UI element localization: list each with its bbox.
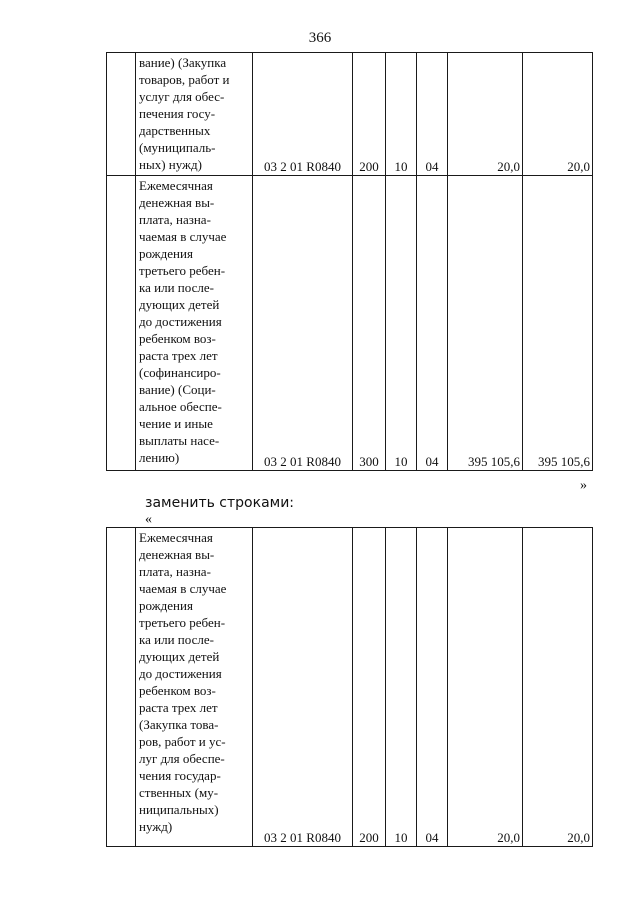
amount-cell-1: 20,0 <box>448 53 523 176</box>
opening-quote: « <box>145 512 152 527</box>
budget-table-replacement <box>106 527 593 847</box>
amount-cell-2: 20,0 <box>523 53 593 176</box>
empty-cell <box>107 176 136 471</box>
expense-type-cell: 200 <box>353 528 386 847</box>
section-cell: 10 <box>386 528 417 847</box>
target-code-cell: 03 2 01 R0840 <box>253 53 353 176</box>
section-cell: 10 <box>386 176 417 471</box>
table-row <box>107 176 593 471</box>
subsection-cell: 04 <box>417 53 448 176</box>
amount-cell-1: 20,0 <box>448 528 523 847</box>
description-cell: Ежемесячная денежная вы- плата, назна- чаемая в случае рождения третьего ребен- ка или после- дующих детей до достижения ребенком воз- раста трех лет (Закупка това- ров, работ и ус- луг для обеспе- чения государ- ственных (му- ниципальных) нужд) <box>136 528 253 847</box>
table-row <box>107 528 593 847</box>
expense-type-cell: 300 <box>353 176 386 471</box>
target-code-cell: 03 2 01 R0840 <box>253 176 353 471</box>
empty-cell <box>107 528 136 847</box>
amount-cell-2: 395 105,6 <box>523 176 593 471</box>
subsection-cell: 04 <box>417 176 448 471</box>
amount-cell-1: 395 105,6 <box>448 176 523 471</box>
description-cell: Ежемесячная денежная вы- плата, назна- чаемая в случае рождения третьего ребен- ка или после- дующих детей до достижения ребенком воз- раста трех лет (софинансиро- вание) (Соци- альное обеспе- чение и иные выплаты насе- лению) <box>136 176 253 471</box>
replace-instruction: заменить строками: <box>145 495 295 511</box>
amount-cell-2: 20,0 <box>523 528 593 847</box>
table-row <box>107 53 593 176</box>
target-code-cell: 03 2 01 R0840 <box>253 528 353 847</box>
empty-cell <box>107 53 136 176</box>
budget-table-original <box>106 52 593 471</box>
description-cell: вание) (Закупка товаров, работ и услуг для обес- печения госу- дарственных (муниципаль- ных) нужд) <box>136 53 253 176</box>
subsection-cell: 04 <box>417 528 448 847</box>
section-cell: 10 <box>386 53 417 176</box>
page-number: 366 <box>308 30 332 46</box>
expense-type-cell: 200 <box>353 53 386 176</box>
closing-quote: » <box>580 478 587 493</box>
